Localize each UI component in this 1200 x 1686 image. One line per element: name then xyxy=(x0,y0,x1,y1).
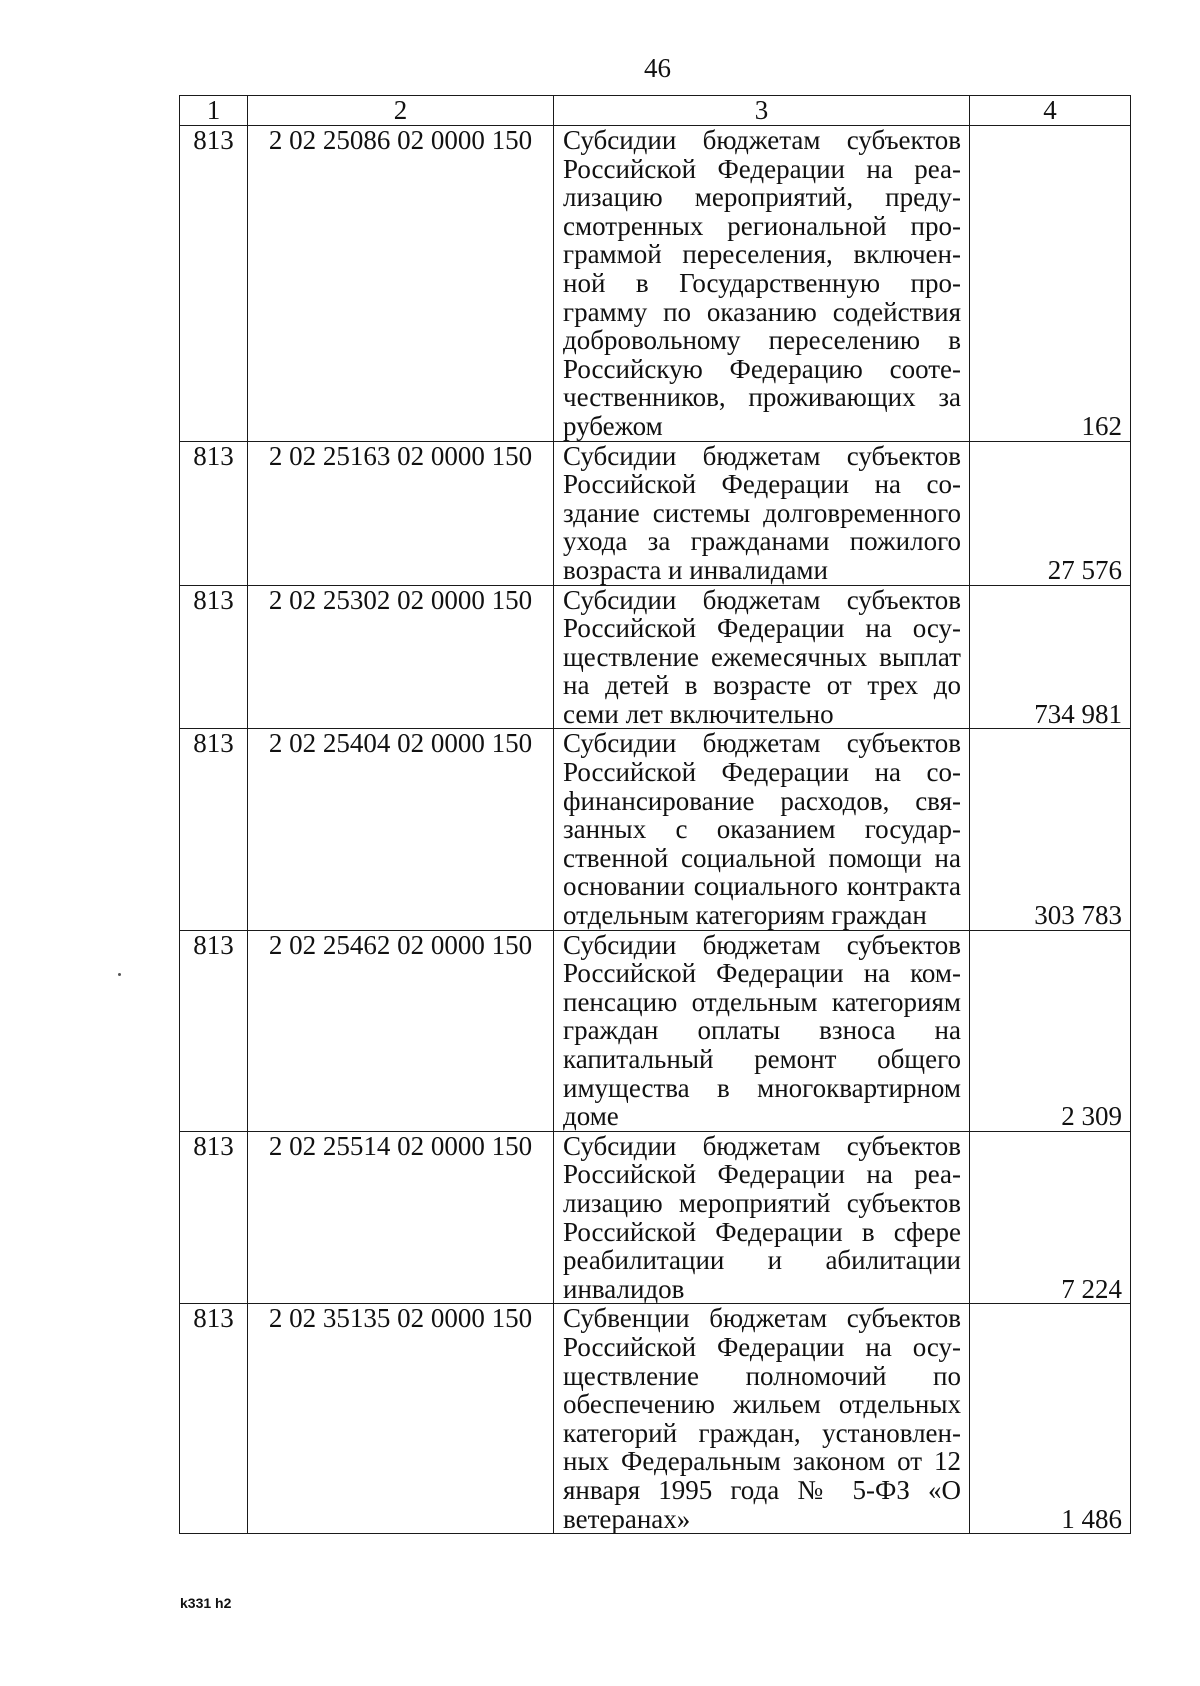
column-header-4: 4 xyxy=(970,96,1131,126)
budget-revenue-table xyxy=(179,95,1131,1534)
column-header-2: 2 xyxy=(248,96,554,126)
admin-code-cell: 813 xyxy=(180,729,248,930)
amount-cell: 734 981 xyxy=(970,585,1131,729)
amount-cell: 2 309 xyxy=(970,930,1131,1131)
revenue-code-cell: 2 02 25163 02 0000 150 xyxy=(248,441,554,585)
admin-code-cell: 813 xyxy=(180,585,248,729)
description-cell: Субсидии бюджетам субъектов Российской Федерации на софинансирование расходов, связанных с оказанием государственной социальной помощи на основании социального контракта отдельным категориям граждан xyxy=(554,729,970,930)
admin-code-cell: 813 xyxy=(180,441,248,585)
revenue-code-cell: 2 02 35135 02 0000 150 xyxy=(248,1304,554,1534)
description-cell: Субсидии бюджетам субъектов Российской Федерации на осуществление ежемесячных выплат на детей в возрасте от трех до семи лет включительно xyxy=(554,585,970,729)
amount-cell: 303 783 xyxy=(970,729,1131,930)
amount-cell: 7 224 xyxy=(970,1131,1131,1304)
description-cell: Субвенции бюджетам субъектов Российской Федерации на осуществление полномочий по обеспечению жильем отдельных категорий граждан, установленных Федеральным законом от 12 января 1995 года № 5-ФЗ «О ветеранах» xyxy=(554,1304,970,1534)
revenue-code-cell: 2 02 25514 02 0000 150 xyxy=(248,1131,554,1304)
column-header-1: 1 xyxy=(180,96,248,126)
table-row xyxy=(180,126,1131,442)
admin-code-cell: 813 xyxy=(180,930,248,1131)
revenue-code-cell: 2 02 25462 02 0000 150 xyxy=(248,930,554,1131)
table-header-row xyxy=(180,96,1131,126)
revenue-code-cell: 2 02 25302 02 0000 150 xyxy=(248,585,554,729)
table-row xyxy=(180,930,1131,1131)
page-number: 46 xyxy=(644,53,671,83)
footer-document-code: k331 h2 xyxy=(180,1595,232,1611)
column-header-3: 3 xyxy=(554,96,970,126)
description-cell: Субсидии бюджетам субъектов Российской Федерации на реализацию мероприятий субъектов Российской Федерации в сфере реабилитации и абилитации инвалидов xyxy=(554,1131,970,1304)
table-row xyxy=(180,585,1131,729)
description-cell: Субсидии бюджетам субъектов Российской Федерации на реализацию мероприятий, предусмотренных региональной программой переселения, включенной в Государственную программу по оказанию содействия добровольному переселению в Российскую Федерацию соотечественников, проживающих за рубежом xyxy=(554,126,970,442)
admin-code-cell: 813 xyxy=(180,1304,248,1534)
table-row xyxy=(180,441,1131,585)
table-row xyxy=(180,729,1131,930)
amount-cell: 27 576 xyxy=(970,441,1131,585)
description-cell: Субсидии бюджетам субъектов Российской Федерации на создание системы долговременного ухода за гражданами пожилого возраста и инвалидами xyxy=(554,441,970,585)
admin-code-cell: 813 xyxy=(180,126,248,442)
amount-cell: 162 xyxy=(970,126,1131,442)
table-row xyxy=(180,1304,1131,1534)
admin-code-cell: 813 xyxy=(180,1131,248,1304)
amount-cell: 1 486 xyxy=(970,1304,1131,1534)
table-row xyxy=(180,1131,1131,1304)
scan-speck xyxy=(118,973,121,976)
description-cell: Субсидии бюджетам субъектов Российской Федерации на компенсацию отдельным категориям граждан оплаты взноса на капитальный ремонт общего имущества в многоквартирном доме xyxy=(554,930,970,1131)
revenue-code-cell: 2 02 25086 02 0000 150 xyxy=(248,126,554,442)
revenue-code-cell: 2 02 25404 02 0000 150 xyxy=(248,729,554,930)
